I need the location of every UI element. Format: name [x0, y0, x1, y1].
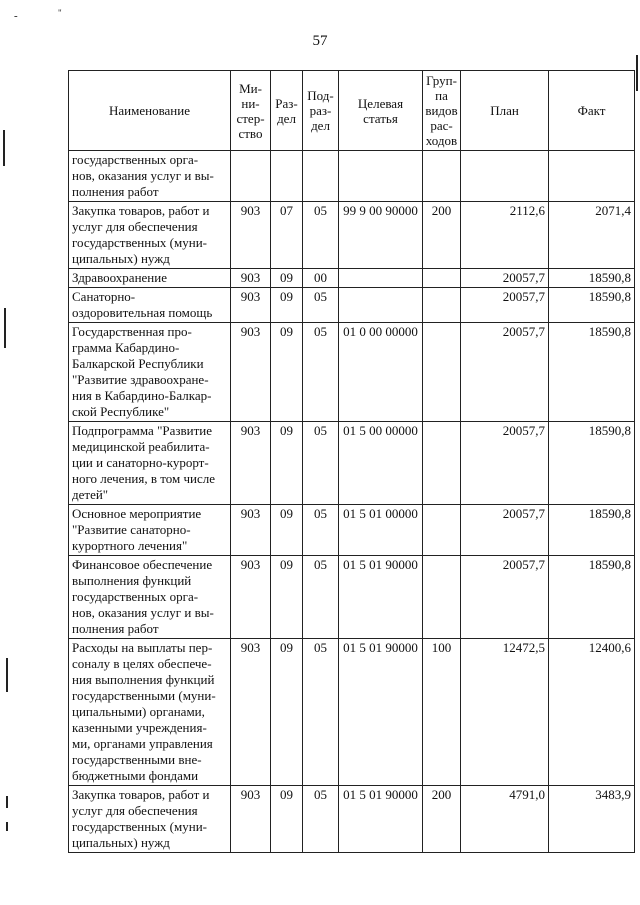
- table-row: [69, 323, 635, 422]
- cell-fact: 18590,8: [549, 288, 635, 323]
- cell-section: 09: [271, 786, 303, 853]
- header-name: Наименование: [69, 71, 231, 151]
- cell-fact: [549, 151, 635, 202]
- cell-expense-group: [423, 288, 461, 323]
- cell-target: 01 5 01 90000: [339, 556, 423, 639]
- cell-ministry: 903: [231, 556, 271, 639]
- corner-mark-dash: -: [14, 10, 18, 22]
- cell-subsection: 05: [303, 202, 339, 269]
- table-row: [69, 202, 635, 269]
- corner-mark-quote: ": [58, 8, 62, 18]
- cell-subsection: 00: [303, 269, 339, 288]
- cell-subsection: 05: [303, 323, 339, 422]
- cell-section: 09: [271, 422, 303, 505]
- header-fact: Факт: [549, 71, 635, 151]
- header-target: Целевая статья: [339, 71, 423, 151]
- header-expense-group: Груп- па видов рас- ходов: [423, 71, 461, 151]
- cell-subsection: 05: [303, 556, 339, 639]
- cell-section: 09: [271, 288, 303, 323]
- table-row: [69, 505, 635, 556]
- cell-plan: 4791,0: [461, 786, 549, 853]
- cell-subsection: 05: [303, 639, 339, 786]
- table-row: [69, 288, 635, 323]
- cell-target: 01 5 01 90000: [339, 786, 423, 853]
- cell-fact: 18590,8: [549, 422, 635, 505]
- cell-section: 09: [271, 505, 303, 556]
- cell-expense-group: 100: [423, 639, 461, 786]
- cell-section: 09: [271, 556, 303, 639]
- cell-ministry: 903: [231, 505, 271, 556]
- cell-fact: 2071,4: [549, 202, 635, 269]
- cell-fact: 18590,8: [549, 269, 635, 288]
- cell-target: 01 5 01 00000: [339, 505, 423, 556]
- cell-fact: 18590,8: [549, 556, 635, 639]
- cell-subsection: 05: [303, 786, 339, 853]
- cell-expense-group: [423, 422, 461, 505]
- header-subsection: Под- раз- дел: [303, 71, 339, 151]
- cell-expense-group: [423, 556, 461, 639]
- cell-subsection: 05: [303, 505, 339, 556]
- cell-target: [339, 269, 423, 288]
- cell-expense-group: [423, 151, 461, 202]
- cell-target: 01 0 00 00000: [339, 323, 423, 422]
- cell-section: 09: [271, 323, 303, 422]
- cell-name: Государственная про- грамма Кабардино- Балкарской Республики "Развитие здравоохране- ния в Кабардино-Балкар- ской Республике": [69, 323, 231, 422]
- scan-margin-mark: [6, 796, 8, 808]
- cell-plan: 20057,7: [461, 556, 549, 639]
- table-header-row: [69, 71, 635, 151]
- cell-name: Здравоохранение: [69, 269, 231, 288]
- cell-expense-group: 200: [423, 202, 461, 269]
- cell-name: Подпрограмма "Развитие медицинской реабилита- ции и санаторно-курорт- ного лечения, в том числе детей": [69, 422, 231, 505]
- cell-ministry: 903: [231, 323, 271, 422]
- cell-subsection: 05: [303, 288, 339, 323]
- cell-ministry: 903: [231, 202, 271, 269]
- cell-plan: 2112,6: [461, 202, 549, 269]
- table-row: [69, 422, 635, 505]
- cell-plan: 20057,7: [461, 323, 549, 422]
- budget-table: [68, 70, 635, 853]
- cell-plan: 20057,7: [461, 269, 549, 288]
- cell-target: 99 9 00 90000: [339, 202, 423, 269]
- cell-name: Финансовое обеспечение выполнения функций государственных орга- нов, оказания услуг и вы- полнения работ: [69, 556, 231, 639]
- cell-fact: 3483,9: [549, 786, 635, 853]
- cell-section: [271, 151, 303, 202]
- cell-ministry: 903: [231, 639, 271, 786]
- cell-name: государственных орга- нов, оказания услуг и вы- полнения работ: [69, 151, 231, 202]
- cell-plan: 20057,7: [461, 505, 549, 556]
- cell-name: Санаторно- оздоровительная помощь: [69, 288, 231, 323]
- cell-fact: 18590,8: [549, 505, 635, 556]
- table-row: [69, 786, 635, 853]
- header-section: Раз- дел: [271, 71, 303, 151]
- cell-name: Закупка товаров, работ и услуг для обеспечения государственных (муни- ципальных) нужд: [69, 202, 231, 269]
- cell-plan: 20057,7: [461, 288, 549, 323]
- cell-ministry: 903: [231, 288, 271, 323]
- cell-target: 01 5 01 90000: [339, 639, 423, 786]
- cell-ministry: 903: [231, 422, 271, 505]
- cell-expense-group: [423, 323, 461, 422]
- scan-margin-mark: [3, 130, 5, 166]
- cell-expense-group: [423, 269, 461, 288]
- cell-fact: 12400,6: [549, 639, 635, 786]
- cell-expense-group: [423, 505, 461, 556]
- cell-plan: [461, 151, 549, 202]
- scan-margin-mark: [6, 658, 8, 692]
- cell-target: [339, 151, 423, 202]
- cell-subsection: [303, 151, 339, 202]
- cell-ministry: 903: [231, 269, 271, 288]
- scan-margin-mark: [4, 308, 6, 348]
- page-number: 57: [312, 33, 328, 49]
- scan-edge-line: [636, 55, 638, 91]
- cell-target: [339, 288, 423, 323]
- cell-name: Основное мероприятие "Развитие санаторно- курортного лечения": [69, 505, 231, 556]
- header-ministry: Ми- ни- стер- ство: [231, 71, 271, 151]
- cell-fact: 18590,8: [549, 323, 635, 422]
- cell-plan: 12472,5: [461, 639, 549, 786]
- table-row: [69, 269, 635, 288]
- header-plan: План: [461, 71, 549, 151]
- cell-expense-group: 200: [423, 786, 461, 853]
- cell-section: 09: [271, 269, 303, 288]
- cell-plan: 20057,7: [461, 422, 549, 505]
- table-row: [69, 556, 635, 639]
- cell-section: 09: [271, 639, 303, 786]
- table-row: [69, 639, 635, 786]
- cell-name: Закупка товаров, работ и услуг для обеспечения государственных (муни- ципальных) нужд: [69, 786, 231, 853]
- cell-ministry: 903: [231, 786, 271, 853]
- cell-subsection: 05: [303, 422, 339, 505]
- scan-margin-mark: [6, 822, 8, 831]
- cell-ministry: [231, 151, 271, 202]
- cell-section: 07: [271, 202, 303, 269]
- table-row: [69, 151, 635, 202]
- cell-target: 01 5 00 00000: [339, 422, 423, 505]
- cell-name: Расходы на выплаты пер- соналу в целях обеспече- ния выполнения функций государственными (муни- ципальными) органами, казенными учреждения- ми, органами управления государственными вне- бюджетными фондами: [69, 639, 231, 786]
